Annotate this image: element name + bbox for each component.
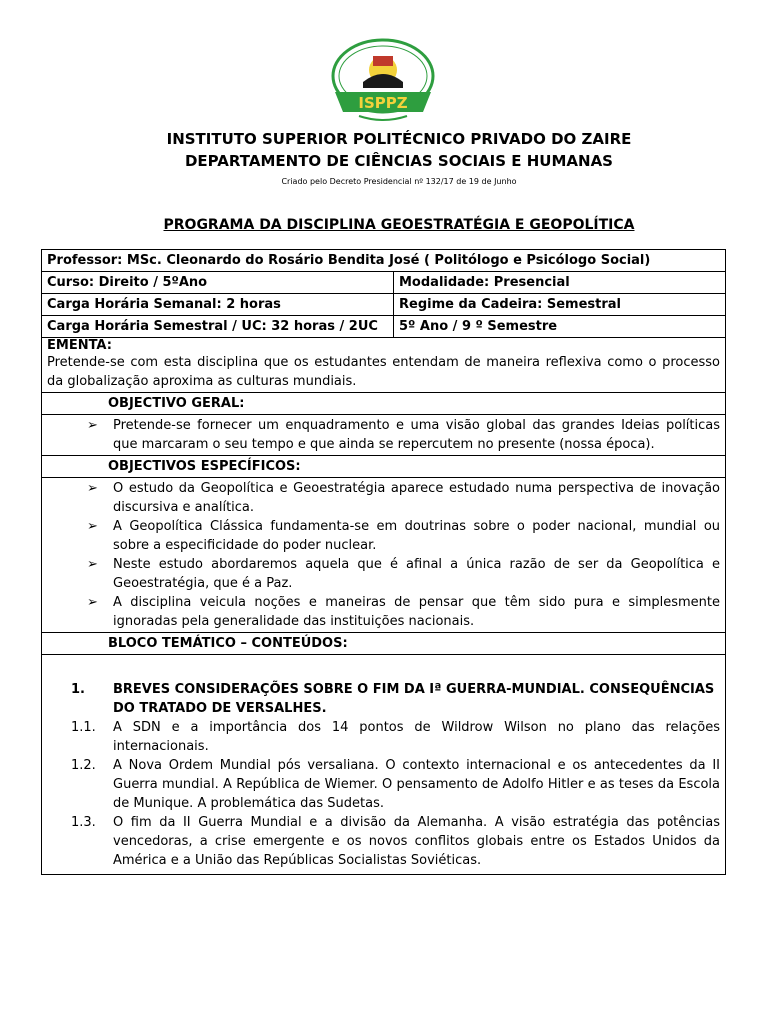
carga-semestral-cell: Carga Horária Semestral / UC: 32 horas / 2UC [42,316,394,338]
subsection [47,813,720,870]
subsection-text: A Nova Ordem Mundial pós versaliana. O contexto internacional e os antecedentes da II Guerra mundial. A República de Wiemer. O pensamento de Adolfo Hitler e as teses da Escola de Munique. A problemática das Sudetas. [113,758,721,811]
ano-semestre-cell: 5º Ano / 9 º Semestre [394,316,726,338]
list-item-text: Neste estudo abordaremos aquela que é afinal a única razão de ser da Geopolítica e Geoestratégia, que é a Paz. [113,557,721,591]
subsection-text: O fim da II Guerra Mundial e a divisão da Alemanha. A visão estratégia das potências vencedoras, a crise emergente e os novos conflitos globais entre os Estados Unidos da América e a União das Repúblicas Socialistas Soviéticas. [113,815,721,868]
subsection-number: 1.1. [71,720,96,735]
arrow-bullet-icon: ➢ [87,519,98,534]
list-item [47,479,720,517]
regime-cell: Regime da Cadeira: Semestral [394,294,726,316]
list-item-text: A Geopolítica Clássica fundamenta-se em doutrinas sobre o poder nacional, mundial ou sobre a especificidade do poder nuclear. [113,519,721,553]
objectivo-geral-list [47,416,720,454]
subsection-number: 1.3. [71,815,96,830]
subsection [47,756,720,813]
curso-cell: Curso: Direito / 5ºAno [42,272,394,294]
list-item [47,517,720,555]
section-number: 1. [71,682,85,697]
bloco-tematico-heading: BLOCO TEMÁTICO – CONTEÚDOS: [42,633,726,655]
modalidade-cell: Modalidade: Presencial [394,272,726,294]
svg-text:ISPPZ: ISPPZ [358,94,408,112]
bloco-tematico-cell [42,655,726,875]
objectivos-especificos-cell [42,478,726,633]
arrow-bullet-icon: ➢ [87,481,98,496]
professor-cell: Professor: MSc. Cleonardo do Rosário Bendita José ( Politólogo e Psicólogo Social) [42,250,726,272]
objectivo-geral-heading: OBJECTIVO GERAL: [42,393,726,415]
ementa-cell [42,338,726,393]
list-item-text: Pretende-se fornecer um enquadramento e uma visão global das grandes Ideias políticas que marcaram o seu tempo e que ainda se repercutem no presente (nossa época). [113,418,721,452]
list-item-text: O estudo da Geopolítica e Geoestratégia aparece estudado numa perspectiva de inovação discursiva e analítica. [113,481,721,515]
list-item [47,593,720,631]
objectivos-especificos-list [47,479,720,631]
objectivo-geral-cell [42,415,726,456]
list-item-text: A disciplina veicula noções e maneiras de pensar que têm sido pura e simplesmente ignoradas pela generalidade das instituições nacionais. [113,595,721,629]
program-title [0,217,768,233]
ementa-heading: EMENTA: [47,338,112,353]
list-item [47,416,720,454]
arrow-bullet-icon: ➢ [87,418,98,433]
section-title: BREVES CONSIDERAÇÕES SOBRE O FIM DA Iª GUERRA-MUNDIAL. CONSEQUÊNCIAS DO TRATADO DE VERSALHES. [113,682,715,716]
arrow-bullet-icon: ➢ [87,595,98,610]
arrow-bullet-icon: ➢ [87,557,98,572]
content-section [47,680,720,718]
institute-name: INSTITUTO SUPERIOR POLITÉCNICO PRIVADO DO ZAIRE [166,130,632,148]
subsection-number: 1.2. [71,758,96,773]
decree-line: Criado pelo Decreto Presidencial nº 132/17 de 19 de Junho [281,177,517,186]
program-table [41,249,726,875]
subsection-text: A SDN e a importância dos 14 pontos de Wildrow Wilson no plano das relações internacionais. [113,720,721,754]
ementa-text: Pretende-se com esta disciplina que os estudantes entendam de maneira reflexiva como o processo da globalização aproxima as culturas mundiais. [47,355,721,389]
institute-logo [323,36,443,128]
objectivos-especificos-heading: OBJECTIVOS ESPECÍFICOS: [42,456,726,478]
list-item [47,555,720,593]
department-name: DEPARTAMENTO DE CIÊNCIAS SOCIAIS E HUMANAS [184,152,613,170]
carga-semanal-cell: Carga Horária Semanal: 2 horas [42,294,394,316]
program-title-text: PROGRAMA DA DISCIPLINA GEOESTRATÉGIA E GEOPOLÍTICA [163,217,635,233]
subsection [47,718,720,756]
